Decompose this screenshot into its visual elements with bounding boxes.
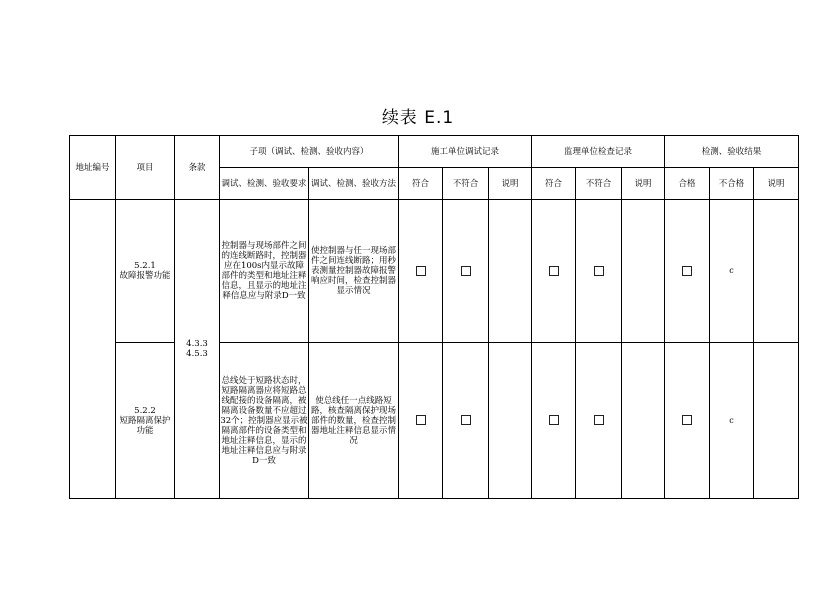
item-no: 5.2.1 (134, 261, 156, 271)
item-no: 5.2.2 (134, 405, 156, 416)
fail-mark: c (729, 266, 734, 275)
checkbox[interactable] (594, 266, 604, 276)
address-no-cell (70, 200, 116, 499)
table-row (70, 200, 799, 343)
result-pass-cell (665, 200, 710, 343)
header-method: 调试、检测、验收方法 (309, 168, 399, 200)
inspection-table (69, 135, 799, 499)
header-item: 项目 (116, 136, 175, 200)
checkbox[interactable] (416, 266, 426, 276)
construction-conform-cell (399, 343, 443, 499)
method-cell: 使总线任一点线路短路，核查隔离保护现场部件的数量，检查控制器地址注释信息显示情况 (309, 343, 399, 499)
header-requirement: 调试、检测、验收要求 (220, 168, 309, 200)
header-construction-record: 施工单位调试记录 (399, 136, 532, 168)
checkbox[interactable] (549, 266, 559, 276)
construction-conform-cell (399, 200, 443, 343)
supervision-nonconform-cell (576, 200, 622, 343)
checkbox[interactable] (461, 415, 471, 425)
header-conform: 符合 (399, 168, 443, 200)
construction-nonconform-cell (443, 200, 489, 343)
checkbox[interactable] (682, 415, 692, 425)
header-address-no: 地址编号 (70, 136, 116, 200)
result-note-cell (754, 200, 799, 343)
header-nonconform: 不符合 (443, 168, 489, 200)
checkbox[interactable] (416, 415, 426, 425)
method-cell: 使控制器与任一现场部件之间连线断路；用秒表测量控制器故障报警响应时间，检查控制器显示情况 (309, 200, 399, 343)
result-pass-cell (665, 343, 710, 499)
header-pass: 合格 (665, 168, 710, 200)
construction-note-cell (489, 200, 532, 343)
header-note: 说明 (622, 168, 665, 200)
header-clause: 条款 (175, 136, 220, 200)
construction-nonconform-cell (443, 343, 489, 499)
checkbox[interactable] (549, 415, 559, 425)
item-name: 故障报警功能 (119, 271, 171, 281)
checkbox[interactable] (461, 266, 471, 276)
header-result: 检测、验收结果 (665, 136, 799, 168)
requirement-cell: 控制器与现场部件之间的连线断路时，控制器应在100s内显示故障部件的类型和地址注释信息，且显示的地址注释信息应与附录D一致 (220, 200, 309, 343)
item-cell (116, 200, 175, 343)
result-note-cell (754, 343, 799, 499)
checkbox[interactable] (594, 415, 604, 425)
header-note: 说明 (489, 168, 532, 200)
supervision-note-cell (622, 343, 665, 499)
clause-cell: 4.3.3 4.5.3 (175, 200, 220, 499)
header-sub-item: 子项（调试、检测、验收内容） (220, 136, 399, 168)
header-conform: 符合 (532, 168, 576, 200)
result-fail-cell (710, 200, 754, 343)
header-nonconform: 不符合 (576, 168, 622, 200)
fail-mark: c (729, 415, 734, 425)
header-note: 说明 (754, 168, 799, 200)
construction-note-cell (489, 343, 532, 499)
page-title: 续表 E.1 (381, 108, 455, 128)
item-cell (116, 343, 175, 499)
header-supervision-record: 监理单位检查记录 (532, 136, 665, 168)
supervision-conform-cell (532, 343, 576, 499)
requirement-cell: 总线处于短路状态时，短路隔离器应将短路总线配接的设备隔离，被隔离设备数量不应超过32个；控制器应显示被隔离部件的设备类型和地址注释信息，显示的地址注释信息应与附录D一致 (220, 343, 309, 499)
header-fail: 不合格 (710, 168, 754, 200)
supervision-conform-cell (532, 200, 576, 343)
checkbox[interactable] (682, 266, 692, 276)
supervision-nonconform-cell (576, 343, 622, 499)
supervision-note-cell (622, 200, 665, 343)
result-fail-cell (710, 343, 754, 499)
item-name: 短路隔离保护功能 (119, 415, 171, 436)
